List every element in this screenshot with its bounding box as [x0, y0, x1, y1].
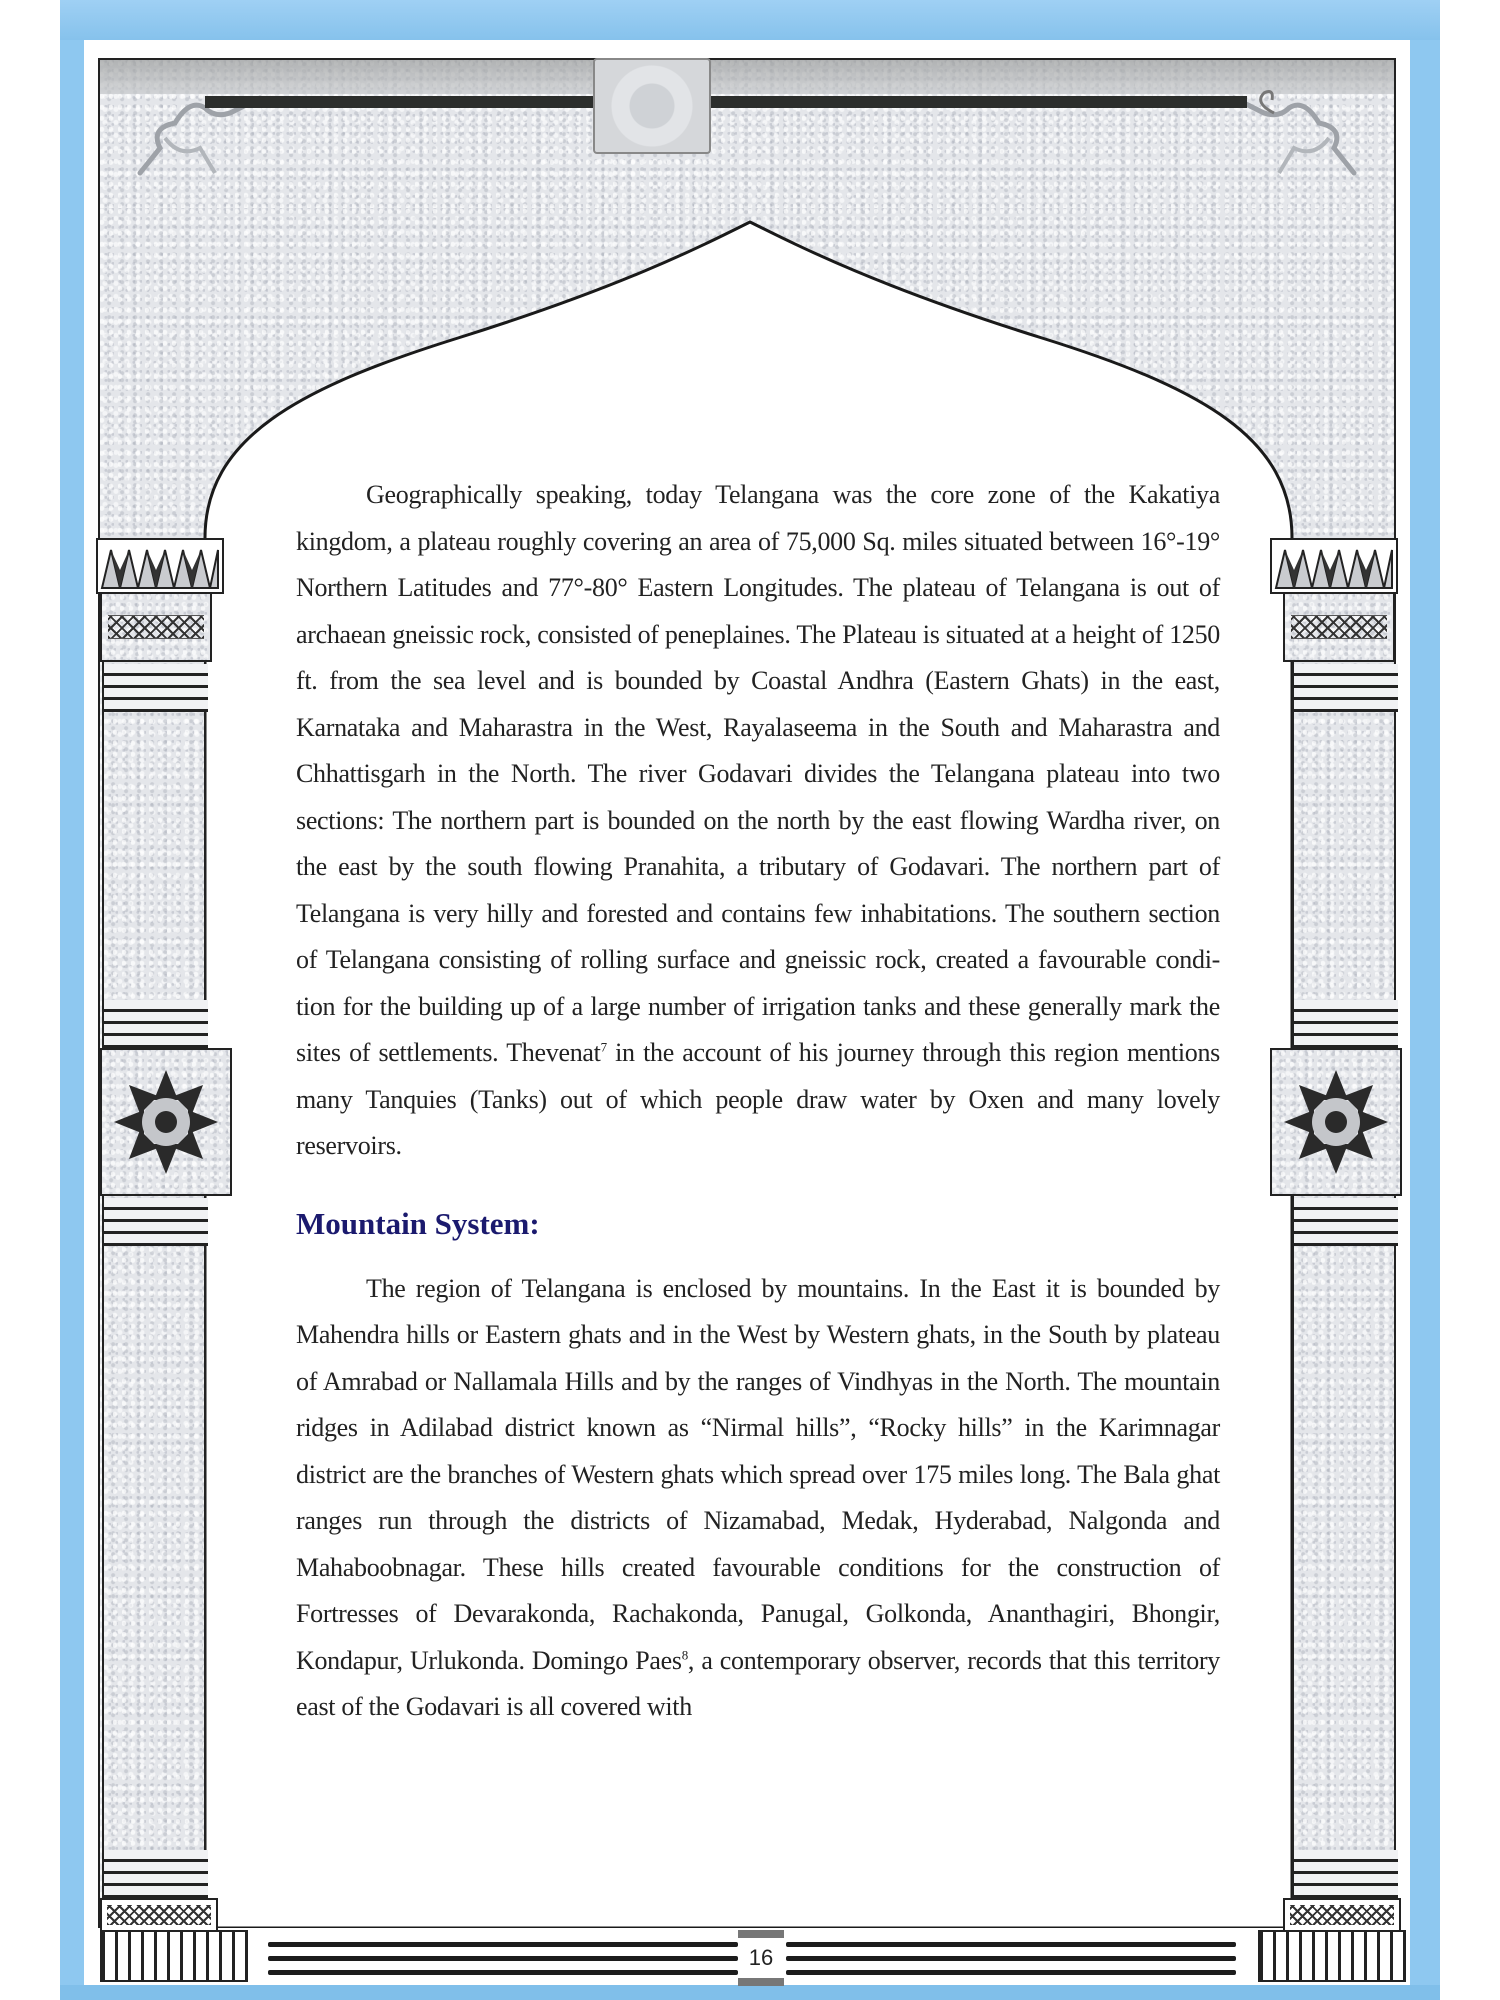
left-star-medallion — [100, 1048, 232, 1196]
left-mid-rings-bottom — [104, 1198, 208, 1246]
paragraph-geography — [296, 472, 1220, 1170]
right-upper-rings — [1294, 664, 1398, 712]
footer-rules-right — [786, 1942, 1236, 1984]
footnote-ref[interactable]: 7 — [600, 1039, 607, 1055]
frieze-shadow — [100, 60, 1394, 94]
left-lower-rings — [104, 1850, 208, 1898]
left-lattice-band — [100, 592, 212, 662]
left-pillar-base — [100, 1930, 248, 1982]
paragraph-mountains — [296, 1266, 1220, 1731]
paragraph-text: , a contemporary observer, records that this territory east of the Godavari is all covered with — [296, 1645, 1220, 1721]
right-lower-rings — [1294, 1850, 1398, 1898]
lintel-groove-left — [205, 96, 593, 108]
footer-rules-left — [268, 1942, 738, 1984]
right-mid-rings-top — [1294, 1000, 1398, 1048]
lattice-pattern-icon — [108, 615, 204, 639]
paragraph-text: The region of Telangana is enclosed by mountains. In the East it is bounded by Mahendra hills or Eastern ghats and in the West by Western ghats, in the South by plateau of Amrabad or Nallamala Hills and by the ranges of Vindhyas in the North. The mountain ridges in Adilabad district known as “Nirmal hills”, “Rocky hills” in the Karimnagar district are the branches of Western ghats which spread over 175 miles long. The Bala ghat ranges run through the districts of Nizamabad, Medak, Hyderabad, Nalgonda and Mahaboobnagar. These hills created favourable conditions for the construction of Fortresses of Devarakonda, Rachakonda, Panugal, Golkonda, Ananthagiri, Bhongir, Kondapur, Urlukonda. Domingo Paes — [296, 1273, 1220, 1675]
footnote-ref[interactable]: 8 — [681, 1646, 688, 1662]
zigzag-triangles-icon — [98, 540, 222, 592]
lion-carving-right-icon — [1214, 78, 1374, 188]
eight-point-star-icon — [1281, 1067, 1391, 1177]
lintel-groove-right — [707, 96, 1247, 108]
left-mid-rings-top — [104, 1000, 208, 1048]
lattice-pattern-icon — [1291, 615, 1387, 639]
right-base-lattice — [1283, 1898, 1401, 1932]
right-mid-rings-bottom — [1294, 1198, 1398, 1246]
paragraph-text: in the account of his journey through this region mentions many Tanquies (Tanks) out of which people draw water by Oxen and many lovely reservoirs. — [296, 1038, 1220, 1160]
right-pillar-base — [1258, 1930, 1406, 1982]
rosette-carving-icon — [593, 58, 711, 154]
lattice-pattern-icon — [107, 1905, 211, 1925]
carved-frieze — [98, 58, 1396, 208]
right-lattice-band — [1283, 592, 1395, 662]
eight-point-star-icon — [111, 1067, 221, 1177]
left-upper-rings — [104, 664, 208, 712]
page-content — [296, 472, 1220, 1731]
page-blue-border-top — [60, 0, 1440, 40]
page-blue-border-bottom — [60, 1985, 1440, 2000]
zigzag-triangles-icon — [1272, 540, 1396, 592]
section-heading: Mountain System: — [296, 1205, 540, 1241]
paragraph-text: Geographically speaking, today Telangana was the core zone of the Kakatiya kingdom, a plateau roughly covering an area of 75,000 Sq. miles situated between 16°-19° Northern Latitudes and 77°-80° Eastern Longitudes. The plateau of Telangana is out of archaean gneissic rock, consisted of peneplaines. The Plateau is situated at a height of 1250 ft. from the sea level and is bounded by Coastal Andhra (Eastern Ghats) in the east, Karnataka and Maharastra in the West, Rayalaseema in the South and Maharastra and Chhattisgarh in the North. The river Godavari divides the Telangana plateau into two sections: The northern part is bounded on the north by the east flowing Wardha river, on the east by the south flowing Pranahita, a tributary of Godavari. The northern part of Telangana is very hilly and forested and contains few inhabitations. The southern section of Telangana consisting of rolling surface and gneissic rock, created a favourable condi-tion for the building up of a large number of irrigation tanks and these generally mark the sites of settlements. Thevenat — [296, 480, 1220, 1067]
left-capital — [96, 538, 224, 594]
right-star-medallion — [1270, 1048, 1402, 1196]
page-number: 16 — [738, 1930, 784, 1986]
lion-carving-left-icon — [120, 78, 280, 188]
left-base-lattice — [100, 1898, 218, 1932]
right-capital — [1270, 538, 1398, 594]
lattice-pattern-icon — [1290, 1905, 1394, 1925]
